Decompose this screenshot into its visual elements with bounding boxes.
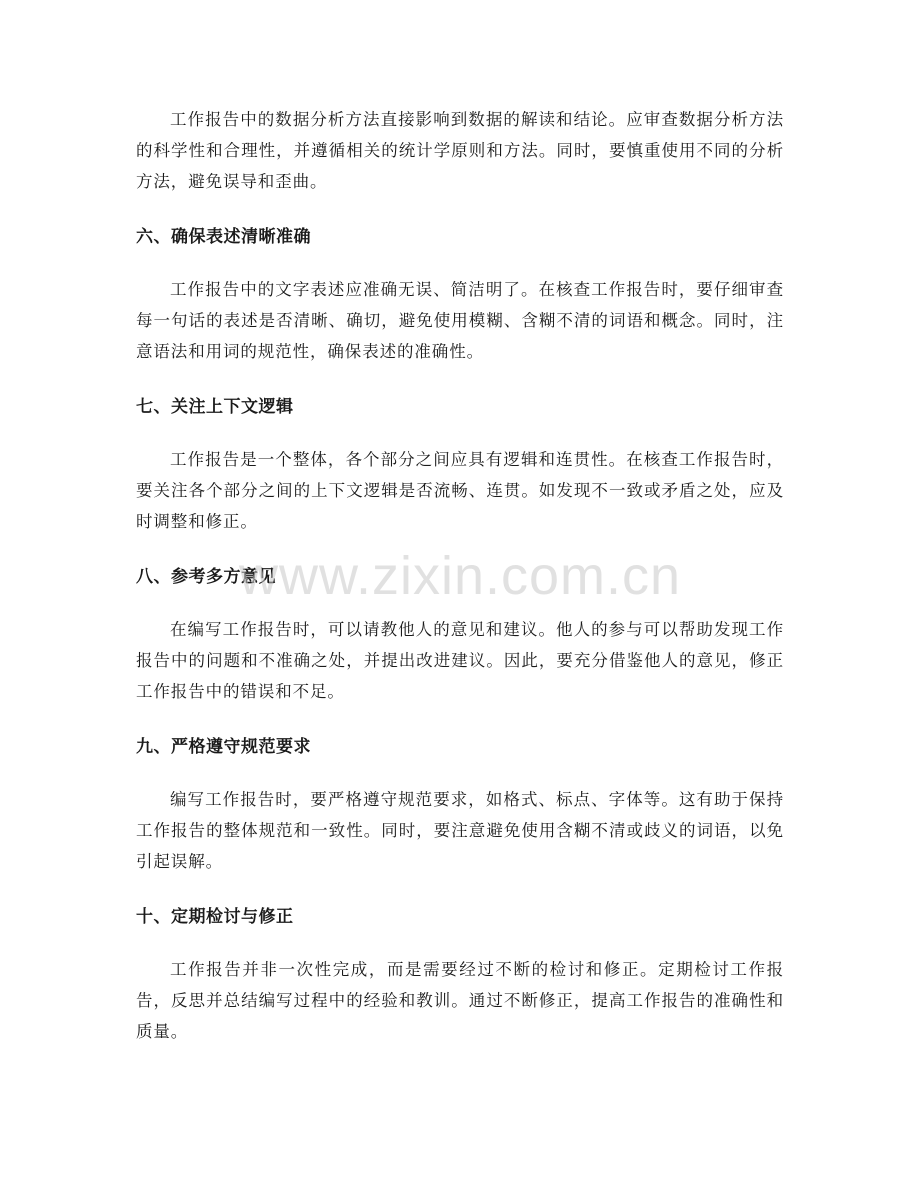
section-heading: 九、严格遵守规范要求 (136, 737, 311, 757)
section-9 (136, 733, 784, 877)
section-heading: 八、参考多方意见 (136, 567, 276, 587)
section-7 (136, 393, 784, 537)
section-paragraph: 在编写工作报告时，可以请教他人的意见和建议。他人的参与可以帮助发现工作报告中的问题和不准确之处，并提出改进建议。因此，要充分借鉴他人的意见，修正工作报告中的错误和不足。 (136, 620, 784, 701)
section-paragraph: 工作报告是一个整体，各个部分之间应具有逻辑和连贯性。在核查工作报告时，要关注各个部分之间的上下文逻辑是否流畅、连贯。如发现不一致或矛盾之处，应及时调整和修正。 (136, 450, 784, 531)
section-paragraph: 编写工作报告时，要严格遵守规范要求，如格式、标点、字体等。这有助于保持工作报告的整体规范和一致性。同时，要注意避免使用含糊不清或歧义的词语，以免引起误解。 (136, 790, 784, 871)
section-heading: 十、定期检讨与修正 (136, 907, 294, 927)
section-6 (136, 223, 784, 367)
section-8 (136, 563, 784, 707)
section-paragraph: 工作报告并非一次性完成，而是需要经过不断的检讨和修正。定期检讨工作报告，反思并总结编写过程中的经验和教训。通过不断修正，提高工作报告的准确性和质量。 (136, 960, 784, 1041)
section-heading: 六、确保表述清晰准确 (136, 227, 311, 247)
section-10 (136, 903, 784, 1047)
document-body (136, 104, 784, 1047)
section-heading: 七、关注上下文逻辑 (136, 397, 294, 417)
section-paragraph: 工作报告中的文字表述应准确无误、简洁明了。在核查工作报告时，要仔细审查每一句话的表述是否清晰、确切，避免使用模糊、含糊不清的词语和概念。同时，注意语法和用词的规范性，确保表述的准确性。 (136, 280, 784, 361)
watermark: www.zixin.com.cn (238, 546, 682, 606)
intro-paragraph: 工作报告中的数据分析方法直接影响到数据的解读和结论。应审查数据分析方法的科学性和合理性，并遵循相关的统计学原则和方法。同时，要慎重使用不同的分析方法，避免误导和歪曲。 (136, 110, 784, 191)
